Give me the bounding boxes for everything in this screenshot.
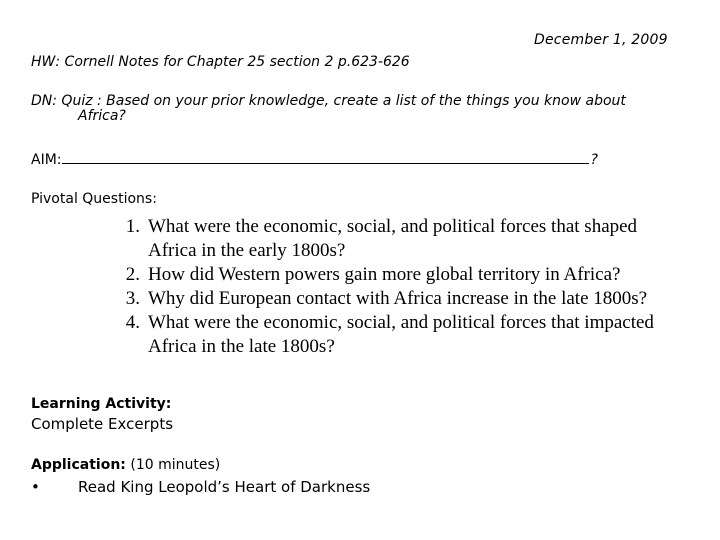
question-text [140,311,695,359]
do-now-line-1: DN: Quiz : Based on your prior knowledge, create a list of the things you know about [31,93,626,109]
question-number: 2. [125,264,140,285]
question-line: What were the economic, social, and political forces that impacted [148,312,654,333]
application-label: Application: [31,457,126,473]
question-number: 4. [125,312,140,333]
question-text [140,215,695,263]
date: December 1, 2009 [534,32,668,48]
list-item [95,287,695,311]
list-item [95,263,695,287]
application-item-text: Read King Leopold’s Heart of Darkness [78,478,371,496]
application-heading [31,457,220,473]
question-number: 3. [125,288,140,309]
question-text: Why did European contact with Africa increase in the late 1800s? [148,288,648,309]
application-item [31,478,370,496]
question-line: Africa in the late 1800s? [148,336,335,357]
do-now [31,94,691,124]
aim-blank [62,150,589,164]
pivotal-questions-list [95,215,695,359]
pivotal-heading: Pivotal Questions: [31,191,157,207]
bullet-icon: • [31,478,40,496]
question-line: What were the economic, social, and political forces that shaped [148,216,638,237]
application-duration: (10 minutes) [130,457,221,473]
aim-line [31,150,598,168]
list-item [95,311,695,359]
homework-line: HW: Cornell Notes for Chapter 25 section 2 p.623-626 [31,54,410,70]
list-item [95,215,695,263]
question-number: 1. [125,216,140,237]
aim-end: ? [590,152,598,168]
do-now-line-2: Africa? [78,108,126,124]
learning-activity-text: Complete Excerpts [31,415,174,433]
question-line: Africa in the early 1800s? [148,240,346,261]
aim-label: AIM: [31,152,62,168]
learning-activity-heading: Learning Activity: [31,396,172,412]
question-text: How did Western powers gain more global territory in Africa? [148,264,621,285]
